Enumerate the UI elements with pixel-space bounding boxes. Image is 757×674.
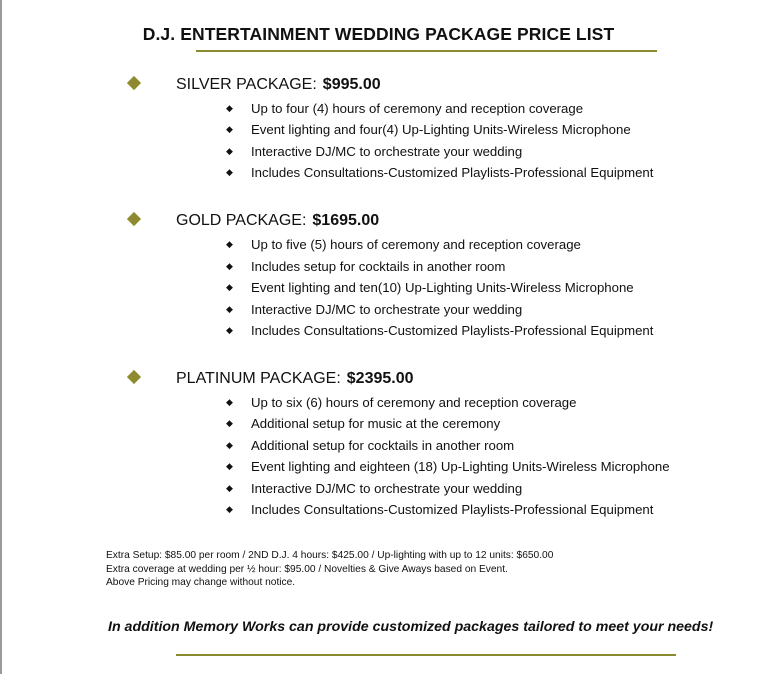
item-text: Additional setup for cocktails in another room	[251, 438, 515, 453]
package-heading	[176, 76, 381, 94]
bullet-icon: ◆	[226, 418, 233, 428]
item-text: Interactive DJ/MC to orchestrate your wedding	[251, 481, 523, 496]
bullet-icon: ◆	[226, 440, 233, 450]
package-heading	[176, 212, 379, 230]
bottom-divider	[176, 654, 676, 656]
item-text: Includes Consultations-Customized Playlists-Professional Equipment	[251, 502, 654, 517]
package-price: $995.00	[322, 76, 381, 93]
title-underline	[196, 50, 657, 52]
bullet-icon: ◆	[226, 282, 233, 292]
item-text: Event lighting and eighteen (18) Up-Lighting Units-Wireless Microphone	[251, 459, 670, 474]
tagline: In addition Memory Works can provide customized packages tailored to meet your needs!	[108, 619, 714, 635]
pricing-notes	[106, 549, 553, 590]
package-name: GOLD PACKAGE:	[176, 212, 307, 229]
diamond-icon	[127, 76, 141, 90]
item-text: Includes Consultations-Customized Playlists-Professional Equipment	[251, 165, 654, 180]
page-left-border	[0, 0, 2, 674]
bullet-icon: ◆	[226, 261, 233, 271]
item-text: Interactive DJ/MC to orchestrate your wedding	[251, 302, 523, 317]
item-text: Includes Consultations-Customized Playlists-Professional Equipment	[251, 323, 654, 338]
bullet-icon: ◆	[226, 483, 233, 493]
bullet-icon: ◆	[226, 461, 233, 471]
item-text: Event lighting and ten(10) Up-Lighting Units-Wireless Microphone	[251, 280, 634, 295]
bullet-icon: ◆	[226, 103, 233, 113]
package-heading	[176, 370, 414, 388]
item-text: Interactive DJ/MC to orchestrate your wedding	[251, 144, 523, 159]
bullet-icon: ◆	[226, 504, 233, 514]
note-pricing-disclaimer: Above Pricing may change without notice.	[106, 577, 296, 588]
package-name: SILVER PACKAGE:	[176, 76, 317, 93]
diamond-icon	[127, 212, 141, 226]
bullet-icon: ◆	[226, 124, 233, 134]
bullet-icon: ◆	[226, 167, 233, 177]
note-extra-setup: Extra Setup: $85.00 per room / 2ND D.J. 4 hours: $425.00 / Up-lighting with up to 12 units: $650.00	[106, 550, 554, 561]
page-title: D.J. ENTERTAINMENT WEDDING PACKAGE PRICE LIST	[142, 24, 615, 44]
bullet-icon: ◆	[226, 325, 233, 335]
item-text: Event lighting and four(4) Up-Lighting Units-Wireless Microphone	[251, 122, 631, 137]
item-text: Up to six (6) hours of ceremony and reception coverage	[251, 395, 577, 410]
package-price: $1695.00	[312, 212, 380, 229]
bullet-icon: ◆	[226, 146, 233, 156]
bullet-icon: ◆	[226, 304, 233, 314]
note-extra-coverage: Extra coverage at wedding per ½ hour: $95.00 / Novelties & Give Aways based on Event.	[106, 563, 508, 575]
bullet-icon: ◆	[226, 397, 233, 407]
item-text: Up to five (5) hours of ceremony and reception coverage	[251, 237, 581, 252]
diamond-icon	[127, 370, 141, 384]
item-text: Additional setup for music at the ceremony	[251, 416, 501, 431]
item-text: Up to four (4) hours of ceremony and reception coverage	[251, 101, 584, 116]
item-text: Includes setup for cocktails in another room	[251, 259, 506, 274]
bullet-icon: ◆	[226, 239, 233, 249]
package-price: $2395.00	[346, 370, 414, 387]
package-name: PLATINUM PACKAGE:	[176, 370, 341, 387]
